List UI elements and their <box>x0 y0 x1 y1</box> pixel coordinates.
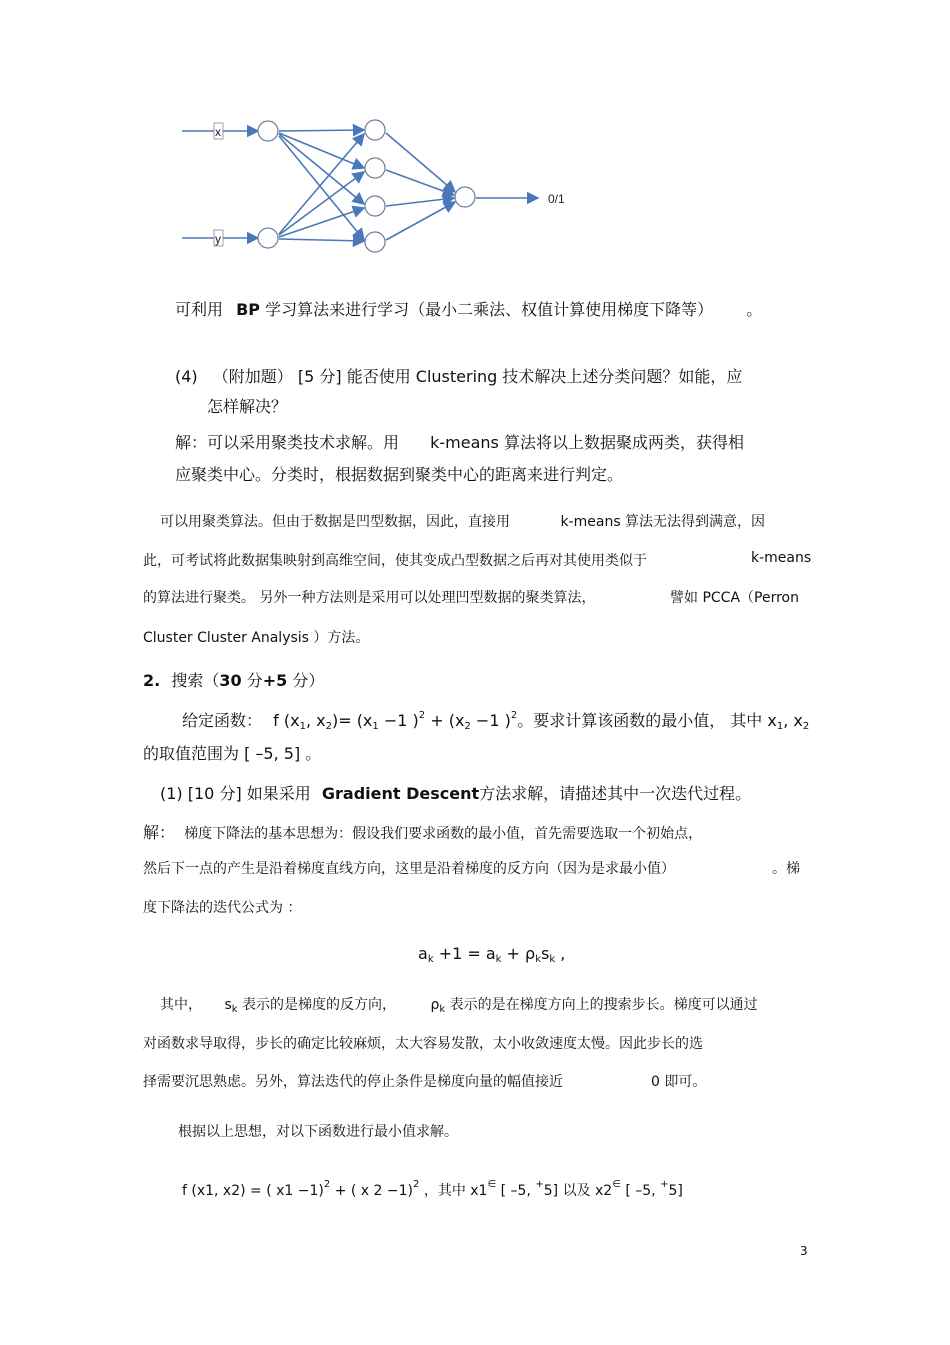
question-1: (1) [10 分] 如果采用 Gradient Descent方法求解，请描述其中一次迭代过程。 <box>160 784 752 803</box>
cluster-line4: Cluster Cluster Analysis ）方法。 <box>143 630 370 646</box>
bp-line: 可利用 BP 学习算法来进行学习（最小二乘法、权值计算使用梯度下降等） 。 <box>175 300 763 319</box>
gradient-line2: 然后下一点的产生是沿着梯度直线方向，这里是沿着梯度的反方向（因为是求最小值） <box>143 861 675 877</box>
output-node <box>455 187 475 207</box>
final-intro: 根据以上思想，对以下函数进行最小值求解。 <box>178 1124 458 1140</box>
hidden-node-2 <box>365 158 385 178</box>
hidden-node-4 <box>365 232 385 252</box>
question-4-line1: (4) （附加题） [5 分] 能否使用 Clustering 技术解决上述分类问题？如能，应 <box>175 367 743 386</box>
hidden-node-1 <box>365 120 385 140</box>
cluster-line1: 可以用聚类算法。但由于数据是凹型数据，因此，直接用 k-means 算法无法得到满意，因 <box>160 514 766 530</box>
gradient-line2-end: 。梯 <box>772 861 800 877</box>
cluster-line3: 的算法进行聚类。 另外一种方法则是采用可以处理凹型数据的聚类算法， <box>143 590 596 606</box>
hidden-node-3 <box>365 196 385 216</box>
output-label: 0/1 <box>548 192 565 206</box>
cluster-line2-kmeans: k-means <box>751 550 812 566</box>
input-label-y: y <box>215 232 221 246</box>
explain-line3-end: 0 即可。 <box>651 1074 707 1090</box>
gradient-line1: 解： 梯度下降法的基本思想为：假设我们要求函数的最小值，首先需要选取一个初始点， <box>143 823 703 842</box>
iteration-formula: $a_k +1 = a_k + \rho_ks_k$ , <box>418 944 566 965</box>
page-number: 3 <box>800 1244 808 1258</box>
question-4-answer-line2: 应聚类中心。分类时，根据数据到聚类中心的距离来进行判定。 <box>175 465 624 484</box>
input-label-x: x <box>215 125 221 139</box>
neural-network-diagram <box>180 110 580 260</box>
question-4-line2: 怎样解决？ <box>207 397 288 416</box>
final-function: f (x1, x2) = ( x1 −1)$^2$ + ( x 2 −1)$^2$ ，其中 x1∈ [ –5, +5] 以及 x2∈ [ –5, +5] <box>182 1179 683 1199</box>
question-4-answer-line1: 解：可以采用聚类技术求解。用 k-means 算法将以上数据聚成两类，获得相 <box>175 433 744 452</box>
input-node-y <box>258 228 278 248</box>
gradient-line3: 度下降法的迭代公式为 ： <box>143 900 302 916</box>
given-range: 的取值范围为 [ –5, 5] 。 <box>143 744 322 763</box>
cluster-line3-pcca: 譬如 PCCA（Perron <box>670 590 799 606</box>
given-function: 给定函数： f ($x_1$, $x_2)= (x_1 -1$ )$^2 + (x_2 -1$ )$^2$。要求计算该函数的最小值， 其中 $x_1$, $x_2$ <box>182 710 810 732</box>
cluster-line2: 此，可考试将此数据集映射到高维空间，使其变成凸型数据之后再对其使用类似于 <box>143 553 647 569</box>
explain-line3: 择需要沉思熟虑。另外，算法迭代的停止条件是梯度向量的幅值接近 <box>143 1074 563 1090</box>
input-node-x <box>258 121 278 141</box>
explain-line1: 其中， $s_k$ 表示的是梯度的反方向， $\rho_k$ 表示的是在梯度方向上的搜索步长。梯度可以通过 <box>160 997 758 1015</box>
explain-line2: 对函数求导取得，步长的确定比较麻烦，太大容易发散，太小收敛速度太慢。因此步长的选 <box>143 1036 703 1052</box>
section-2-heading: 2. 搜索（30 分+5 分） <box>143 671 325 690</box>
